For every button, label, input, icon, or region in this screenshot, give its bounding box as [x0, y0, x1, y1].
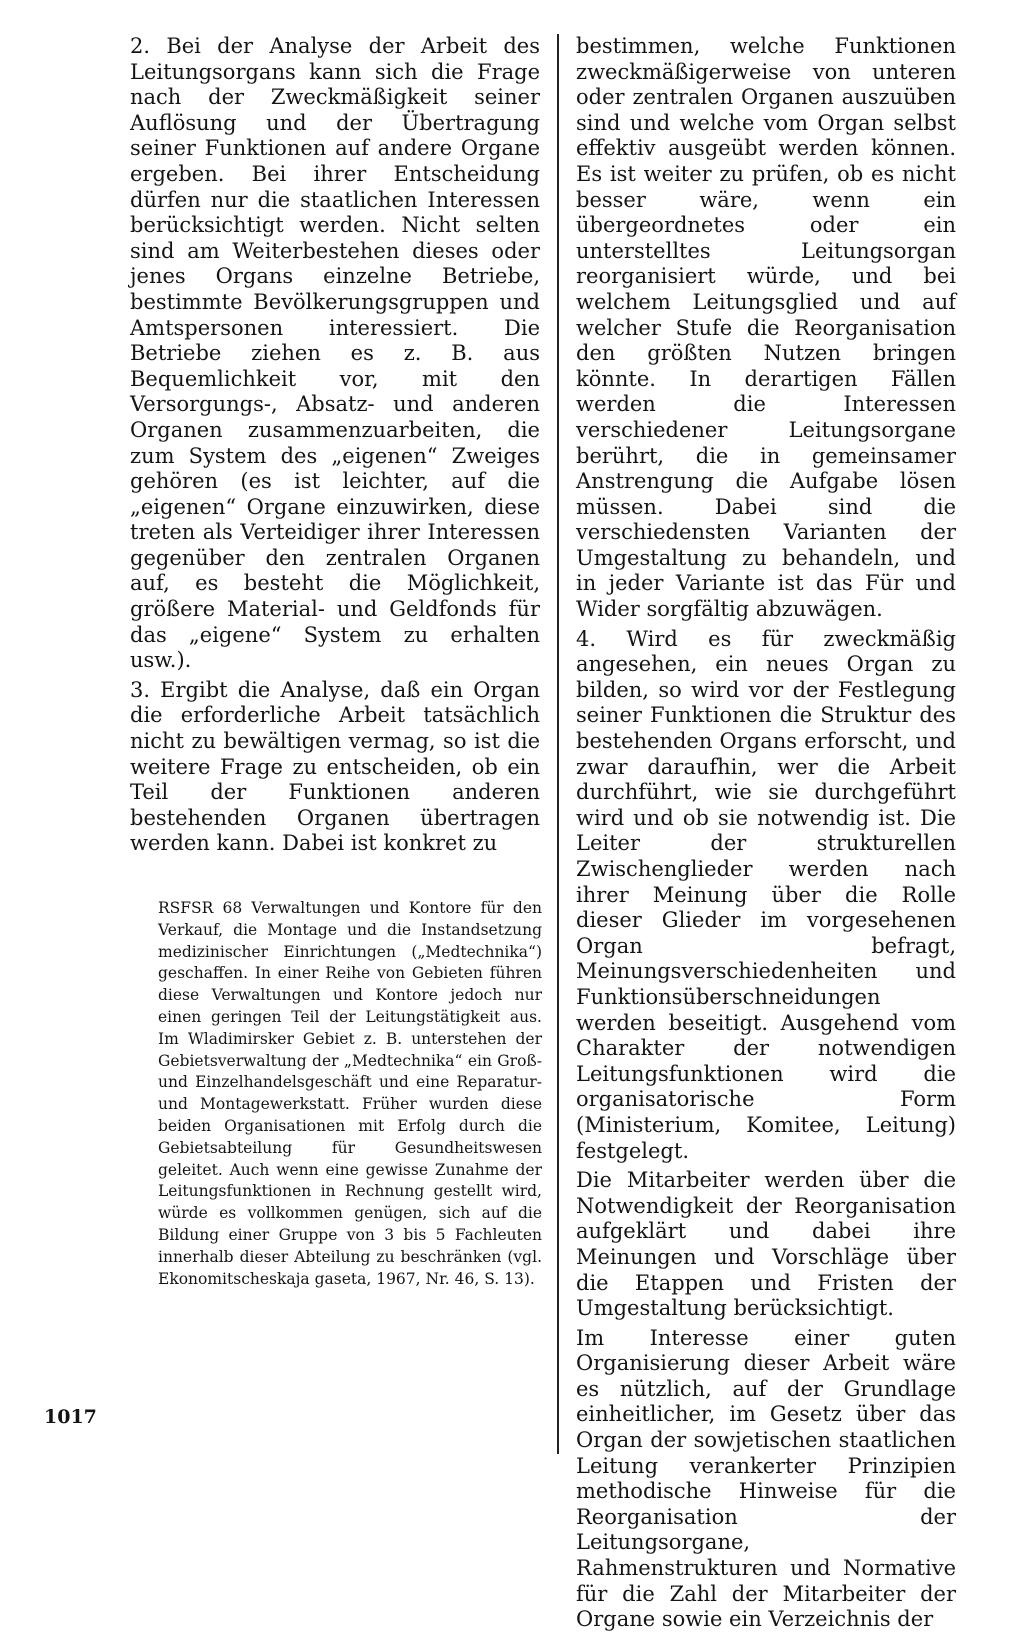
paragraph-mitarbeiter: Die Mitarbeiter werden über die Notwendigkeit der Reorganisation aufgeklärt und dabei ihre Meinungen und Vorschläge über die Etappen und Fristen der Umgestaltung berücksichtigt.: [576, 1168, 956, 1321]
paragraph-4: 4. Wird es für zweckmäßig angesehen, ein neues Organ zu bilden, so wird vor der Festlegung seiner Funktionen die Struktur des bestehenden Organs erforscht, und zwar daraufhin, wer die Arbeit durchführt, wie sie durchgeführt wird und ob sie notwendig ist. Die Leiter der strukturellen Zwischenglieder werden nach ihrer Meinung über die Rolle dieser Glieder im vorgesehenen Organ befragt, Meinungsverschiedenheiten und Funktionsüberschneidungen werden beseitigt. Ausgehend vom Charakter der notwendigen Leitungsfunktionen wird die organisatorische Form (Ministerium, Komitee, Leitung) festgelegt.: [576, 626, 956, 1163]
right-column: [576, 34, 956, 1633]
footnote: RSFSR 68 Verwaltungen und Kontore für den Verkauf, die Montage und die Instandsetzung medizinischer Einrichtungen („Medtechnika“) geschaffen. In einer Reihe von Gebieten führen diese Verwaltungen und Kontore jedoch nur einen geringen Teil der Leitungstätigkeit aus. Im Wladimirsker Gebiet z. B. unterstehen der Gebietsverwaltung der „Medtechnika“ ein Groß- und Einzelhandelsgeschäft und eine Reparatur- und Montagewerkstatt. Früher wurden diese beiden Organisationen mit Erfolg durch die Gebietsabteilung für Gesundheitswesen geleitet. Auch wenn eine gewisse Zunahme der Leitungsfunktionen in Rechnung gestellt wird, würde es vollkommen genügen, sich auf die Bildung einer Gruppe von 3 bis 5 Fachleuten innerhalb dieser Abteilung zu beschränken (vgl. Ekonomitscheskaja gaseta, 1967, Nr. 46, S. 13).: [158, 899, 542, 1288]
paragraph-3: 3. Ergibt die Analyse, daß ein Organ die erforderliche Arbeit tatsächlich nicht zu bewältigen vermag, so ist die weitere Frage zu entscheiden, ob ein Teil der Funktionen anderen bestehenden Organen übertragen werden kann. Dabei ist konkret zu: [130, 677, 540, 856]
paragraph-interesse: Im Interesse einer guten Organisierung dieser Arbeit wäre es nützlich, auf der Grundlage einheitlicher, im Gesetz über das Organ der sowjetischen staatlichen Leitung verankerter Prinzipien methodische Hinweise für die Reorganisation der Leitungsorgane, Rahmenstrukturen und Normative für die Zahl der Mitarbeiter der Organe sowie ein Verzeichnis der: [576, 1325, 956, 1632]
paragraph-2: 2. Bei der Analyse der Arbeit des Leitungsorgans kann sich die Frage nach der Zweckmäßigkeit seiner Auflösung und der Übertragung seiner Funktionen auf andere Organe ergeben. Bei ihrer Entscheidung dürfen nur die staatlichen Interessen berücksichtigt werden. Nicht selten sind am Weiterbestehen dieses oder jenes Organs einzelne Betriebe, bestimmte Bevölkerungsgruppen und Amtspersonen interessiert. Die Betriebe ziehen es z. B. aus Bequemlichkeit vor, mit den Versorgungs-, Absatz- und anderen Organen zusammenzuarbeiten, die zum System des „eigenen“ Zweiges gehören (es ist leichter, auf die „eigenen“ Organe einzuwirken, diese treten als Verteidiger ihrer Interessen gegenüber den zentralen Organen auf, es besteht die Möglichkeit, größere Material- und Geldfonds für das „eigene“ System zu erhalten usw.).: [130, 34, 540, 673]
paragraph-continued: bestimmen, welche Funktionen zweckmäßigerweise von unteren oder zentralen Organen auszuüben sind und welche vom Organ selbst effektiv ausgeübt werden können. Es ist weiter zu prüfen, ob es nicht besser wäre, wenn ein übergeordnetes oder ein unterstelltes Leitungsorgan reorganisiert würde, und bei welchem Leitungsglied und auf welcher Stufe die Reorganisation den größten Nutzen bringen könnte. In derartigen Fällen werden die Interessen verschiedener Leitungsorgane berührt, die in gemeinsamer Anstrengung die Aufgabe lösen müssen. Dabei sind die verschiedensten Varianten der Umgestaltung zu behandeln, und in jeder Variante ist das Für und Wider sorgfältig abzuwägen.: [576, 34, 956, 622]
page-number: 1017: [44, 1406, 97, 1428]
left-column: [130, 34, 540, 857]
column-divider: [557, 34, 559, 1454]
